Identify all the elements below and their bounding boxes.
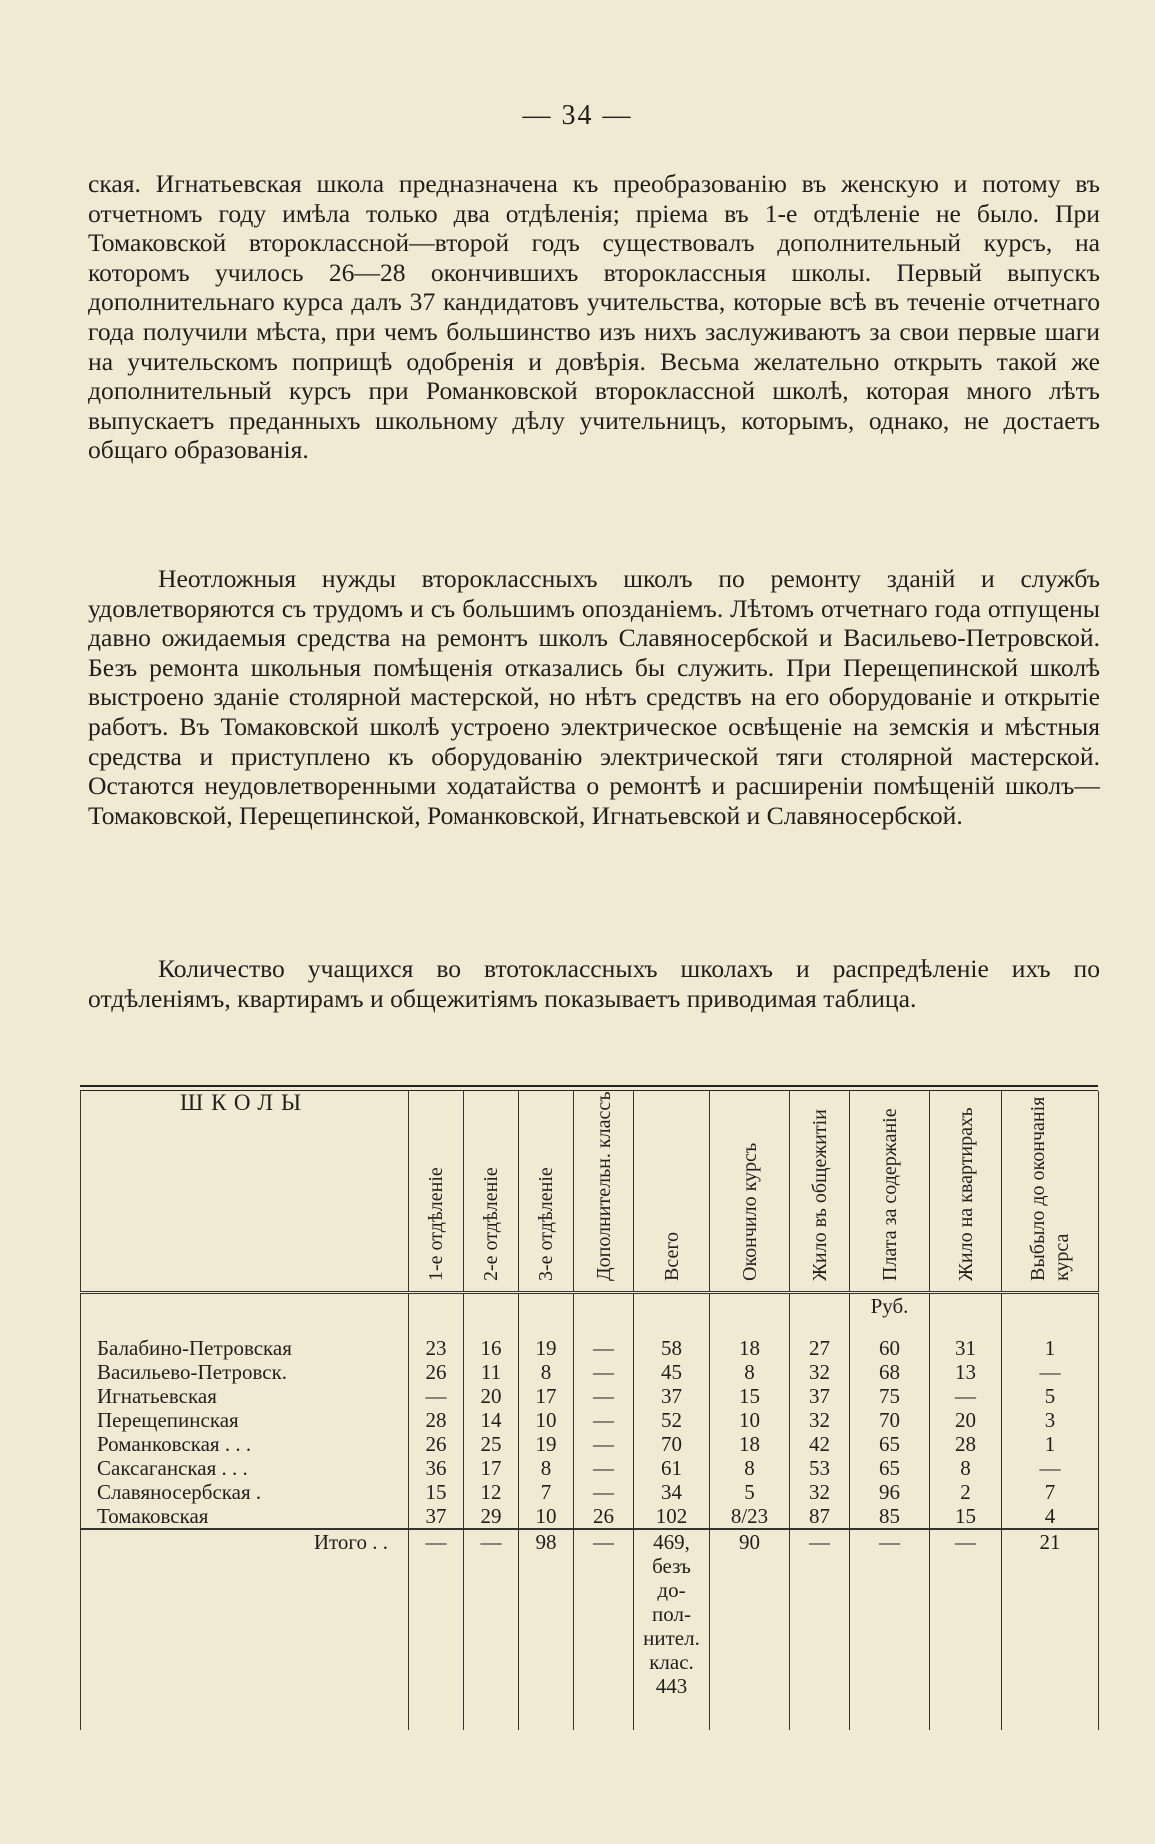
- table-cell: 32: [790, 1360, 850, 1384]
- table-cell: 61: [634, 1456, 710, 1480]
- paragraph-text: Неотложныя нужды второклассныхъ школъ по ремонту зданій и службъ удовлетворяются съ трудомъ и съ большимъ опозданіемъ. Лѣтомъ отчетнаго года отпущены давно ожидаемыя средства на ремонтъ школъ Славяносербской и Васильево-Петровской. Безъ ремонта школьныя помѣщенія отказались бы служить. При Перещепинской школѣ выстроено зданіе столярной мастерской, но нѣтъ средствъ на его оборудованіе и открытіе работъ. Въ Томаковской школѣ устроено электрическое освѣщеніе на земскія и мѣстныя средства и приступлено къ оборудованію электрической тяги столярной мастерской. Остаются неудовлетворенными ходатайства о ремонтѣ и расширеніи помѣщеній школъ—Томаковской, Перещепинской, Романковской, Игнатьевской и Славяносербской.: [88, 564, 1100, 830]
- table-body: [81, 1293, 1099, 1337]
- total-vsego-line: пол-: [652, 1602, 691, 1626]
- table-cell: 10: [519, 1504, 574, 1529]
- table-rows: [81, 1336, 1099, 1529]
- table-cell: —: [1002, 1456, 1099, 1480]
- page-number: — 34 —: [522, 100, 633, 131]
- table-cell: 26: [574, 1504, 634, 1529]
- table-cell: 23: [409, 1336, 464, 1360]
- school-name: Славяносербская .: [81, 1480, 409, 1504]
- table-cell: 25: [464, 1432, 519, 1456]
- total-cell: —: [850, 1529, 930, 1730]
- table-row: [81, 1456, 1099, 1480]
- header-col-7: Жило въ общежитіи: [790, 1091, 850, 1293]
- header-col-1: 1-е отдѣленіе: [409, 1091, 464, 1293]
- paragraph-3: [88, 954, 1100, 1013]
- table-row: [81, 1408, 1099, 1432]
- school-name: Балабино-Петровская: [81, 1336, 409, 1360]
- header-col-6: Окончило курсъ: [710, 1091, 790, 1293]
- total-vsego-line: клас.: [649, 1650, 694, 1674]
- header-col-9: Жило на квартирахъ: [930, 1091, 1002, 1293]
- table-cell: 16: [464, 1336, 519, 1360]
- total-cell: —: [409, 1529, 464, 1730]
- header-col-3: 3-е отдѣленіе: [519, 1091, 574, 1293]
- table-cell: 8: [519, 1360, 574, 1384]
- total-cell: —: [930, 1529, 1002, 1730]
- table-cell: 96: [850, 1480, 930, 1504]
- header-col-10: Выбыло до окончанія курса: [1002, 1091, 1099, 1293]
- table-cell: 20: [464, 1384, 519, 1408]
- table-cell: 58: [634, 1336, 710, 1360]
- table-cell: 8: [930, 1456, 1002, 1480]
- school-name: Игнатьевская: [81, 1384, 409, 1408]
- table-cell: 18: [710, 1432, 790, 1456]
- table-cell: —: [574, 1432, 634, 1456]
- total-cell: —: [574, 1529, 634, 1730]
- table-cell: 87: [790, 1504, 850, 1529]
- currency-label: Руб.: [850, 1293, 930, 1337]
- table-cell: 70: [634, 1432, 710, 1456]
- table-cell: 8: [710, 1360, 790, 1384]
- table-cell: 15: [710, 1384, 790, 1408]
- table-cell: 37: [409, 1504, 464, 1529]
- table-cell: 42: [790, 1432, 850, 1456]
- table-cell: —: [574, 1480, 634, 1504]
- total-cell: —: [464, 1529, 519, 1730]
- table-cell: 28: [409, 1408, 464, 1432]
- school-name: Васильево-Петровск.: [81, 1360, 409, 1384]
- total-vsego-line: нител.: [643, 1626, 700, 1650]
- table-cell: 65: [850, 1456, 930, 1480]
- table-cell: 20: [930, 1408, 1002, 1432]
- table-cell: 75: [850, 1384, 930, 1408]
- school-name: Романковская . . .: [81, 1432, 409, 1456]
- table-row: [81, 1432, 1099, 1456]
- table-cell: 19: [519, 1336, 574, 1360]
- table-cell: 32: [790, 1408, 850, 1432]
- table-cell: 5: [1002, 1384, 1099, 1408]
- table-header-row: [81, 1091, 1099, 1293]
- table-cell: 45: [634, 1360, 710, 1384]
- header-col-5: Всего: [634, 1091, 710, 1293]
- table-row: [81, 1504, 1099, 1529]
- table-cell: 70: [850, 1408, 930, 1432]
- table-cell: 68: [850, 1360, 930, 1384]
- table-cell: 31: [930, 1336, 1002, 1360]
- table-cell: 8: [519, 1456, 574, 1480]
- table-cell: —: [574, 1336, 634, 1360]
- table-cell: 26: [409, 1432, 464, 1456]
- table-cell: 1: [1002, 1336, 1099, 1360]
- schools-table-wrap: [80, 1085, 1098, 1730]
- table-cell: 10: [710, 1408, 790, 1432]
- total-cell: 98: [519, 1529, 574, 1730]
- total-cell: 90: [710, 1529, 790, 1730]
- table-cell: —: [574, 1456, 634, 1480]
- table-cell: —: [574, 1408, 634, 1432]
- table-cell: 7: [519, 1480, 574, 1504]
- table-cell: 7: [1002, 1480, 1099, 1504]
- school-name: Саксаганская . . .: [81, 1456, 409, 1480]
- table-cell: 27: [790, 1336, 850, 1360]
- table-cell: 11: [464, 1360, 519, 1384]
- table-total: [81, 1529, 1099, 1730]
- table-cell: 28: [930, 1432, 1002, 1456]
- table-cell: 1: [1002, 1432, 1099, 1456]
- school-name: Перещепинская: [81, 1408, 409, 1432]
- table-cell: 8: [710, 1456, 790, 1480]
- table-cell: 60: [850, 1336, 930, 1360]
- table-cell: 26: [409, 1360, 464, 1384]
- table-cell: 17: [519, 1384, 574, 1408]
- table-cell: 3: [1002, 1408, 1099, 1432]
- total-vsego-line: 469,: [653, 1530, 690, 1554]
- paragraph-1: [88, 169, 1100, 465]
- header-schools: ШКОЛЫ: [81, 1091, 409, 1293]
- table-cell: 85: [850, 1504, 930, 1529]
- table-cell: —: [1002, 1360, 1099, 1384]
- table-cell: 5: [710, 1480, 790, 1504]
- table-cell: 102: [634, 1504, 710, 1529]
- table-row: [81, 1384, 1099, 1408]
- total-vsego-cell: [634, 1529, 710, 1730]
- table-cell: 8/23: [710, 1504, 790, 1529]
- table-cell: 12: [464, 1480, 519, 1504]
- table-cell: 29: [464, 1504, 519, 1529]
- header-col-8: Плата за содержаніе: [850, 1091, 930, 1293]
- currency-row: [81, 1293, 1099, 1337]
- total-vsego-line: 443: [655, 1674, 688, 1698]
- table-row: [81, 1360, 1099, 1384]
- table-cell: 52: [634, 1408, 710, 1432]
- paragraph-2: [88, 564, 1100, 830]
- total-cell: 21: [1002, 1529, 1099, 1730]
- total-row: [81, 1529, 1099, 1730]
- table-cell: 34: [634, 1480, 710, 1504]
- total-label: Итого . .: [81, 1529, 409, 1730]
- table-cell: 65: [850, 1432, 930, 1456]
- total-cell: —: [790, 1529, 850, 1730]
- table-cell: —: [574, 1384, 634, 1408]
- table-cell: 37: [790, 1384, 850, 1408]
- table-cell: 32: [790, 1480, 850, 1504]
- total-vsego-line: до-: [657, 1578, 686, 1602]
- table-cell: 13: [930, 1360, 1002, 1384]
- table-cell: 36: [409, 1456, 464, 1480]
- schools-table: [80, 1091, 1099, 1730]
- table-cell: 2: [930, 1480, 1002, 1504]
- table-cell: —: [409, 1384, 464, 1408]
- table-cell: 53: [790, 1456, 850, 1480]
- table-cell: —: [930, 1384, 1002, 1408]
- header-col-2: 2-е отдѣленіе: [464, 1091, 519, 1293]
- table-cell: 18: [710, 1336, 790, 1360]
- table-cell: 4: [1002, 1504, 1099, 1529]
- table-cell: —: [574, 1360, 634, 1384]
- header-col-4: Дополнительн. классъ: [574, 1091, 634, 1293]
- table-row: [81, 1336, 1099, 1360]
- total-vsego-line: безъ: [652, 1554, 691, 1578]
- school-name: Томаковская: [81, 1504, 409, 1529]
- table-row: [81, 1480, 1099, 1504]
- table-cell: 15: [409, 1480, 464, 1504]
- table-cell: 15: [930, 1504, 1002, 1529]
- paragraph-text: Количество учащихся во втотоклассныхъ школахъ и распредѣленіе ихъ по отдѣленіямъ, квартирамъ и общежитіямъ показываетъ приводимая таблица.: [88, 954, 1100, 1013]
- table-cell: 10: [519, 1408, 574, 1432]
- table-cell: 37: [634, 1384, 710, 1408]
- table-cell: 17: [464, 1456, 519, 1480]
- table-cell: 14: [464, 1408, 519, 1432]
- paragraph-text: ская. Игнатьевская школа предназначена къ преобразованію въ женскую и потому въ отчетномъ году имѣла только два отдѣленія; пріема въ 1-е отдѣленіе не было. При Томаковской второклассной—второй годъ существовалъ дополнительный курсъ, на которомъ училось 26—28 окончившихъ второклассныя школы. Первый выпускъ дополнительнаго курса далъ 37 кандидатовъ учительства, которые всѣ въ теченіе отчетнаго года получили мѣста, при чемъ большинство изъ нихъ заслуживаютъ за свои первые шаги на учительскомъ поприщѣ одобренія и довѣрія. Весьма желательно открыть такой же дополнительный курсъ при Романковской второклассной школѣ, которая много лѣтъ выпускаетъ преданныхъ школьному дѣлу учительницъ, которымъ, однако, не достаетъ общаго образованія.: [88, 169, 1100, 465]
- table-cell: 19: [519, 1432, 574, 1456]
